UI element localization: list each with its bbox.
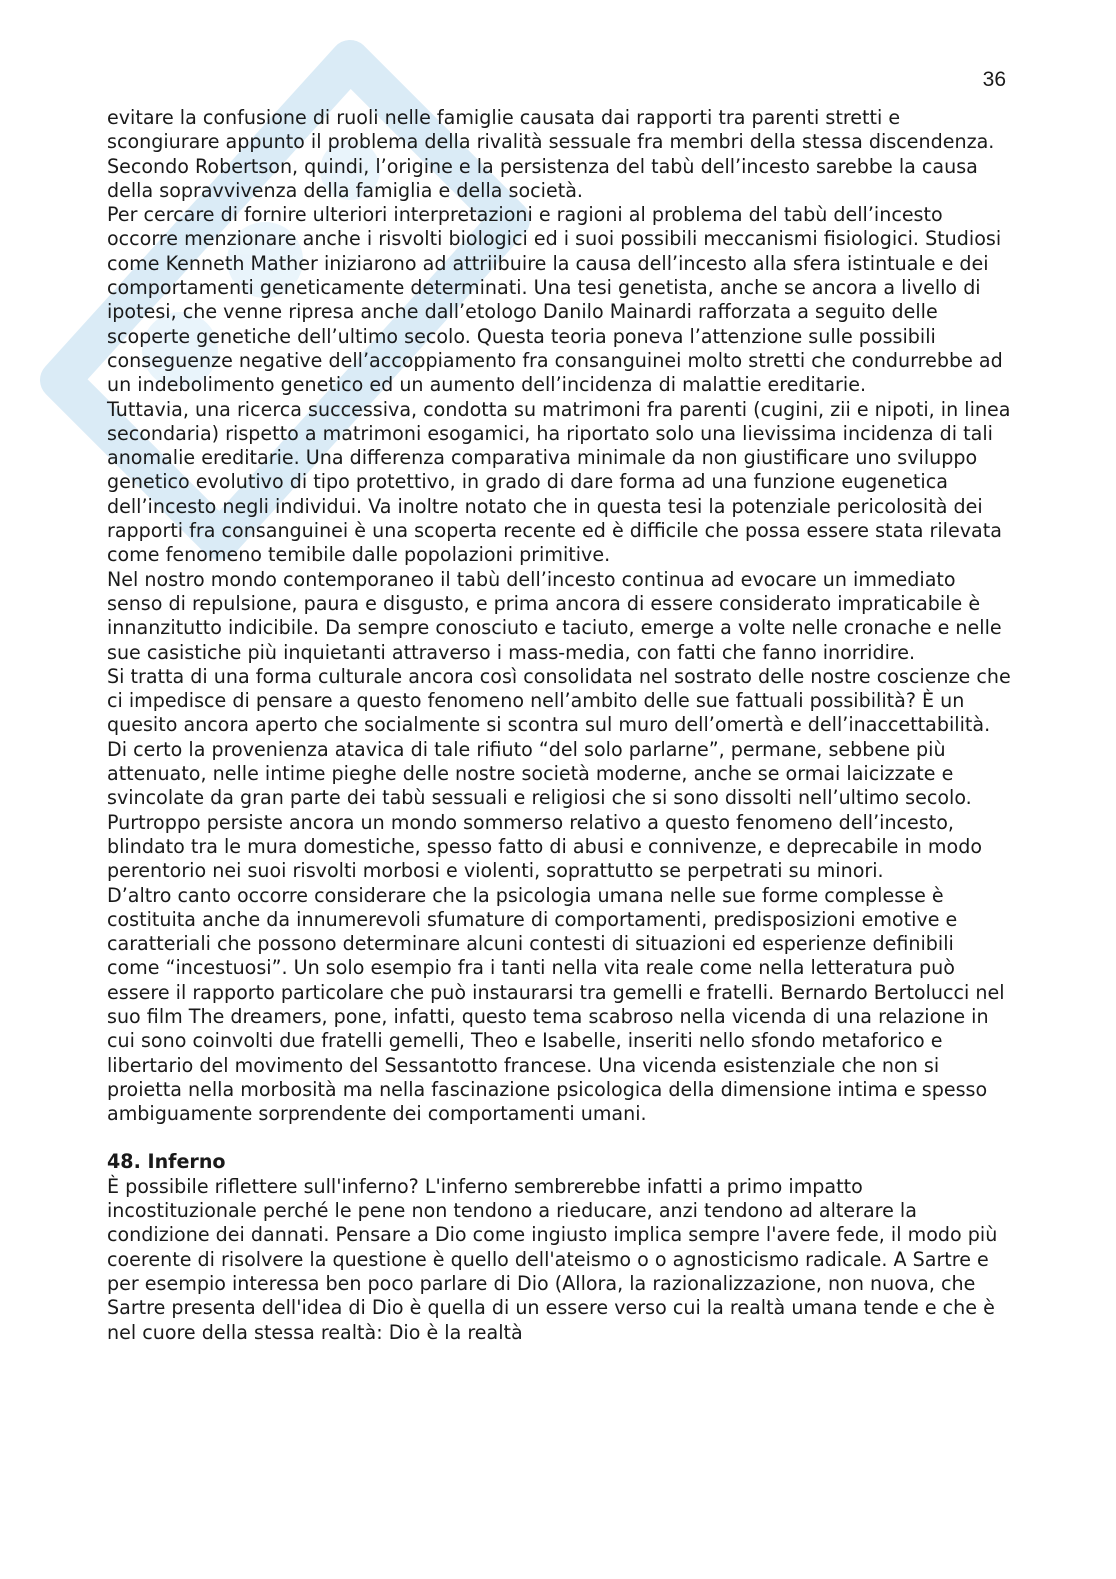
section-paragraph: È possibile riflettere sull'inferno? L'inferno sembrerebbe infatti a primo impatto incostituzionale perché le pene non tendono a rieducare, anzi tendono ad alterare la condizione dei dannati. Pensare a Dio come ingiusto implica sempre l'avere fede, il modo più coerente di risolvere la questione è quello dell'ateismo o o agnosticismo radicale. A Sartre e per esempio interessa ben poco parlare di Dio (Allora, la razionalizzazione, non nuova, che Sartre presenta dell'idea di Dio è quella di un essere verso cui la realtà umana tende e che è nel cuore della stessa realtà: Dio è la realtà: [107, 1174, 998, 1344]
paragraph-1: evitare la confusione di ruoli nelle famiglie causata dai rapporti tra parenti stretti e scongiurare appunto il problema della rivalità sessuale fra membri della stessa discendenza. Secondo Robertson, quindi, l’origine e la persistenza del tabù dell’incesto sarebbe la causa della sopravvivenza della famiglia e della società.: [107, 106, 995, 202]
page-number: 36: [982, 68, 1006, 91]
paragraph-6: D’altro canto occorre considerare che la psicologia umana nelle sue forme complesse è costituita anche da innumerevoli sfumature di comportamenti, predisposizioni emotive e caratteriali che possono determinare alcuni contesti di situazioni ed esperienze definibili come “incestuosi”. Un solo esempio fra i tanti nella vita reale come nella letteratura può essere il rapporto particolare che può instaurarsi tra gemelli e fratelli. Bernardo Bertolucci nel suo film The dreamers, pone, infatti, questo tema scabroso nella vicenda di una relazione in cui sono coinvolti due fratelli gemelli, Theo e Isabelle, inseriti nello sfondo metaforico e libertario del movimento del Sessantotto francese. Una vicenda esistenziale che non si proietta nella morbosità ma nella fascinazione psicologica della dimensione intima e spesso ambiguamente sorprendente dei comportamenti umani.: [107, 883, 1005, 1126]
paragraph-3: Tuttavia, una ricerca successiva, condotta su matrimoni fra parenti (cugini, zii e nipoti, in linea secondaria) rispetto a matrimoni esogamici, ha riportato solo una lievissima incidenza di tali anomalie ereditarie. Una differenza comparativa minimale da non giustificare uno sviluppo genetico evolutivo di tipo protettivo, in grado di dare forma ad una funzione eugenetica dell’incesto negli individui. Va inoltre notato che in questa tesi la potenziale pericolosità dei rapporti fra consanguinei è una scoperta recente ed è difficile che possa essere stata rilevata come fenomeno temibile dalle popolazioni primitive.: [107, 397, 1011, 567]
section-heading: 48. Inferno: [107, 1150, 226, 1174]
paragraph-4: Nel nostro mondo contemporaneo il tabù dell’incesto continua ad evocare un immediato senso di repulsione, paura e disgusto, e prima ancora di essere considerato impraticabile è innanzitutto indicibile. Da sempre conosciuto e taciuto, emerge a volte nelle cronache e nelle sue casistiche più inquietanti attraverso i mass-media, con fatti che fanno inorridire.: [107, 567, 1002, 664]
paragraph-2: Per cercare di fornire ulteriori interpretazioni e ragioni al problema del tabù dell’incesto occorre menzionare anche i risvolti biologici ed i suoi possibili meccanismi fisiologici. Studiosi come Kenneth Mather iniziarono ad attriibuire la causa dell’incesto alla sfera istintuale e dei comportamenti geneticamente determinati. Una tesi genetista, anche se ancora a livello di ipotesi, che venne ripresa anche dall’etologo Danilo Mainardi rafforzata a seguito delle scoperte genetiche dell’ultimo secolo. Questa teoria poneva l’attenzione sulle possibili conseguenze negative dell’accoppiamento fra consanguinei molto stretti che condurrebbe ad un indebolimento genetico ed un aumento dell’incidenza di malattie ereditarie.: [107, 203, 1003, 397]
document-body: [107, 106, 1012, 1345]
paragraph-5: Si tratta di una forma culturale ancora così consolidata nel sostrato delle nostre coscienze che ci impedisce di pensare a questo fenomeno nell’ambito delle sue fattuali possibilità? È un quesito ancora aperto che socialmente si scontra sul muro dell’omertà e dell’inaccettabilità. Di certo la provenienza atavica di tale rifiuto “del solo parlarne”, permane, sebbene più attenuato, nelle intime pieghe delle nostre società moderne, anche se ormai laicizzate e svincolate da gran parte dei tabù sessuali e religiosi che si sono dissolti nell’ultimo secolo. Purtroppo persiste ancora un mondo sommerso relativo a questo fenomeno dell’incesto, blindato tra le mura domestiche, spesso fatto di abusi e connivenze, e deprecabile in modo perentorio nei suoi risvolti morbosi e violenti, soprattutto se perpetrati su minori.: [107, 664, 1011, 883]
